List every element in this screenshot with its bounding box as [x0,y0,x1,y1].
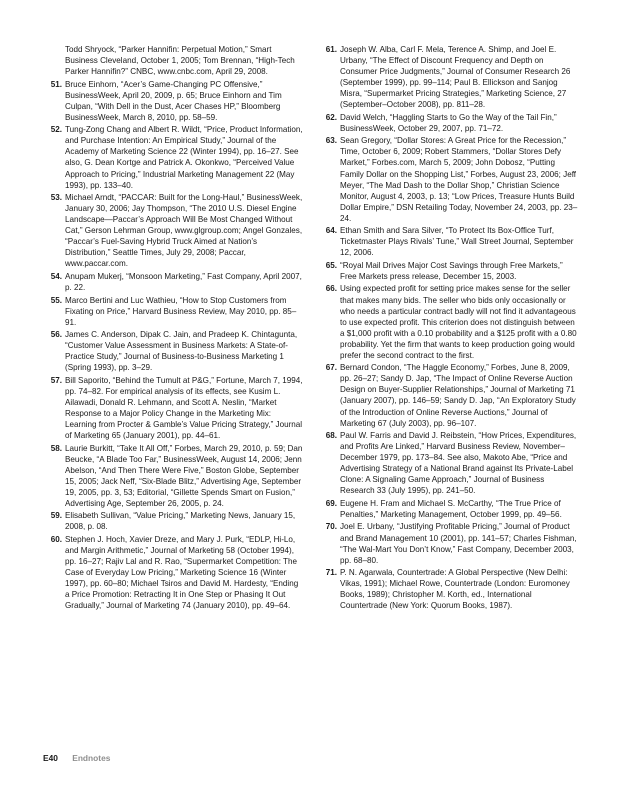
endnote [318,260,578,282]
endnote [43,79,303,123]
endnote-text: James C. Anderson, Dipak C. Jain, and Pradeep K. Chintagunta, “Customer Value Assessment in Business Markets: A State-of-Practice Study,” Journal of Business-to-Business Marketing 1 (Spring 1993), pp. 3–29. [65,330,298,373]
endnote-number: 70. [325,522,337,532]
page-footer [43,753,110,763]
page-number: E40 [43,753,58,763]
endnote-number: 64. [325,226,337,236]
endnote-text: Using expected profit for setting price makes sense for the seller that makes many bids. The seller who bids only occasionally or who needs a particular contract badly will not find it advantageous to use expected profit. This criterion does not distinguish between a $1,000 profit with a 0.10 probability and a $125 profit with a 0.80 probability. Yet the firm that wants to keep production going would prefer the second contract to the first. [340,284,577,360]
endnote-text: Anupam Mukerj, “Monsoon Marketing,” Fast Company, April 2007, p. 22. [65,271,302,292]
endnote [43,192,303,269]
endnote-text: Joel E. Urbany, “Justifying Profitable Pricing,” Journal of Product and Brand Management 10 (2001), pp. 141–57; Charles Fishman, “The Wal-Mart You Don’t Know,” Fast Company, December 2003, pp. 68–80. [340,522,577,565]
endnote-number: 55. [50,295,62,305]
endnote-number: 51. [50,79,62,89]
endnote-text: Elisabeth Sullivan, “Value Pricing,” Marketing News, January 15, 2008, p. 08. [65,511,296,532]
endnote [43,329,303,373]
endnote-number: 58. [50,443,62,453]
endnote [318,362,578,428]
endnote-number: 62. [325,112,337,122]
endnote-number: 59. [50,511,62,521]
endnote-text: Sean Gregory, “Dollar Stores: A Great Price for the Recession,” Time, October 6, 2009; Robert Stammers, “Dollar Stores Defy Market,” Forbes.com, March 5, 2009; John Dobosz, “Putting Family Dollar on the Shopping List,” Forbes, August 23, 2006; Jeff Meyer, “The Mad Dash to the Dollar Shop,” Christian Science Monitor, August 4, 2003, p. 13; “Low Prices, Treasure Hunts Build Dollar Empire,” DSN Retailing Today, November 24, 2003, pp. 23–24. [340,136,578,223]
endnote [43,271,303,293]
endnote-text: Todd Shryock, “Parker Hannifin: Perpetual Motion,” Smart Business Cleveland, October 1, 2005; Tom Brennan, “High-Tech Parker Hannifin?” CNBC, www.cnbc.com, April 29, 2008. [65,45,295,77]
endnote-number: 52. [50,125,62,135]
endnote [318,44,578,110]
endnote-text: Bill Saporito, “Behind the Tumult at P&G,” Fortune, March 7, 1994, pp. 74–82. For empirical analysis of its effects, see Kusim L. Ailawadi, Donald R. Lehmann, and Scott A. Neslin, “Market Response to a Major Policy Change in the Marketing Mix: Learning from Procter & Gamble’s Value Pricing Strategy,” Journal of Marketing 65 (January 2001), pp. 44–61. [65,375,303,441]
endnote-text: Bruce Einhorn, “Acer’s Game-Changing PC Offensive,” BusinessWeek, April 20, 2009, p. 65; Bruce Einhorn and Tim Culpan, “With Dell in the Dust, Acer Chases HP,” Bloomberg BusinessWeek, March 8, 2010, pp. 58–59. [65,79,282,122]
endnote-text: “Royal Mail Drives Major Cost Savings through Free Markets,” Free Markets press release, December 15, 2003. [340,260,563,281]
endnote-number: 57. [50,375,62,385]
endnote-text: Tung-Zong Chang and Albert R. Wildt, “Price, Product Information, and Purchase Intention: An Empirical Study,” Journal of the Academy of Marketing Science 22 (Winter 1994), pp. 16–27. See also, G. Dean Kortge and Patrick A. Okonkwo, “Perceived Value Approach to Pricing,” Industrial Marketing Management 22 (May 1993), pp. 133–40. [65,125,303,190]
endnote [318,498,578,520]
endnote-text: Laurie Burkitt, “Take It All Off,” Forbes, March 29, 2010, p. 59; Dan Beucke, “A Blade Too Far,” BusinessWeek, August 14, 2006; Jenn Abelson, “And Then There Were Five,” Boston Globe, September 15, 2005; Jack Neff, “Six-Blade Blitz,” Advertising Age, September 19, 2005, pp. 3, 53; Editorial, “Gillette Spends Smart on Fusion,” Advertising Age, September 26, 2005, p. 24. [65,443,303,508]
endnote [318,521,578,565]
endnote-text: P. N. Agarwala, Countertrade: A Global Perspective (New Delhi: Vikas, 1991); Michael Rowe, Countertrade (London: Euromoney Books, 1989); Christopher M. Korth, ed., International Countertrade (New York: Quorum Books, 1987). [340,568,570,611]
endnote-text: Joseph W. Alba, Carl F. Mela, Terence A. Shimp, and Joel E. Urbany, “The Effect of Discount Frequency and Depth on Consumer Price Judgments,” Journal of Consumer Research 26 (September 1999), pp. 99–114; Paul B. Ellickson and Sanjog Misra, “Supermarket Pricing Strategies,” Marketing Science, 27 (September–October 2008), pp. 811–28. [340,45,571,110]
endnote-text: Bernard Condon, “The Haggle Economy,” Forbes, June 8, 2009, pp. 26–27; Sandy D. Jap, “The Impact of Online Reverse Auction Design on Buyer-Supplier Relationships,” Journal of Marketing 71 (January 2007), pp. 146–59; Sandy D. Jap, “An Exploratory Study of the Introduction of Online Reverse Auctions,” Journal of Marketing 67 (July 2003), pp. 96–107. [340,363,576,428]
endnote-number: 53. [50,193,62,203]
endnote [43,534,303,611]
endnote-number: 65. [325,260,337,270]
endnote-number: 71. [325,568,337,578]
endnote-number: 54. [50,271,62,281]
endnote [318,283,578,360]
endnote-number: 61. [325,45,337,54]
right-column [318,44,578,613]
endnote-number: 63. [325,136,337,146]
endnote [43,124,303,190]
endnote [43,375,303,441]
endnote-text: Paul W. Farris and David J. Reibstein, “How Prices, Expenditures, and Profits Are Linked,” Harvard Business Review, November–December 1979, pp. 173–84. See also, Makoto Abe, “Price and Advertising Strategy of a National Brand against Its Private-Label Clone: A Signaling Game Approach,” Journal of Business Research 33 (July 1995), pp. 241–50. [340,431,577,496]
left-column [43,44,303,613]
endnote-number: 67. [325,363,337,373]
endnote [318,135,578,223]
endnote-text: Ethan Smith and Sara Silver, “To Protect Its Box-Office Turf, Ticketmaster Plays Rivals’ Tune,” Wall Street Journal, September 12, 2006. [340,226,574,258]
endnote [318,430,578,496]
section-name: Endnotes [72,753,111,763]
endnote [318,225,578,258]
endnote-text: Marco Bertini and Luc Wathieu, “How to Stop Customers from Fixating on Price,” Harvard Business Review, May 2010, pp. 85–91. [65,295,297,327]
endnote-text: Eugene H. Fram and Michael S. McCarthy, “The True Price of Penalties,” Marketing Management, October 1999, pp. 49–56. [340,498,562,519]
endnote-number: 69. [325,498,337,508]
endnote-number: 56. [50,330,62,340]
endnote [318,112,578,134]
endnote-text: David Welch, “Haggling Starts to Go the Way of the Tail Fin,” BusinessWeek, October 29, 2007, pp. 71–72. [340,112,557,133]
endnote-number: 68. [325,431,337,441]
endnote-number: 66. [325,284,337,294]
endnote-number: 60. [50,535,62,545]
endnote [43,443,303,509]
endnote [43,44,303,77]
endnote [43,295,303,328]
endnote [318,567,578,611]
endnote [43,510,303,532]
endnote-text: Michael Arndt, “PACCAR: Built for the Long-Haul,” BusinessWeek, January 30, 2006; Jay Thompson, “The 2010 U.S. Diesel Engine Landscape—Paccar’s Approach Will Be Most Changed Without Cat,” Gerson Lehrman Group, www.glgroup.com; Angel Gonzales, “Paccar’s Fuel-Saving Hybrid Truck Aimed at Nation’s Distribution,” Seattle Times, July 29, 2008; Paccar, www.paccar.com. [65,193,303,269]
endnote-text: Stephen J. Hoch, Xavier Dreze, and Mary J. Purk, “EDLP, Hi-Lo, and Margin Arithmetic,” Journal of Marketing 58 (October 1994), pp. 16–27; Rajiv Lal and R. Rao, “Supermarket Competition: The Case of Everyday Low Pricing,” Marketing Science 16 (Winter 1997), pp. 60–80; Michael Tsiros and David M. Hardesty, “Ending a Price Promotion: Retracting It in One Step or Phasing It Out Gradually,” Journal of Marketing 74 (January 2010), pp. 49–64. [65,535,299,611]
